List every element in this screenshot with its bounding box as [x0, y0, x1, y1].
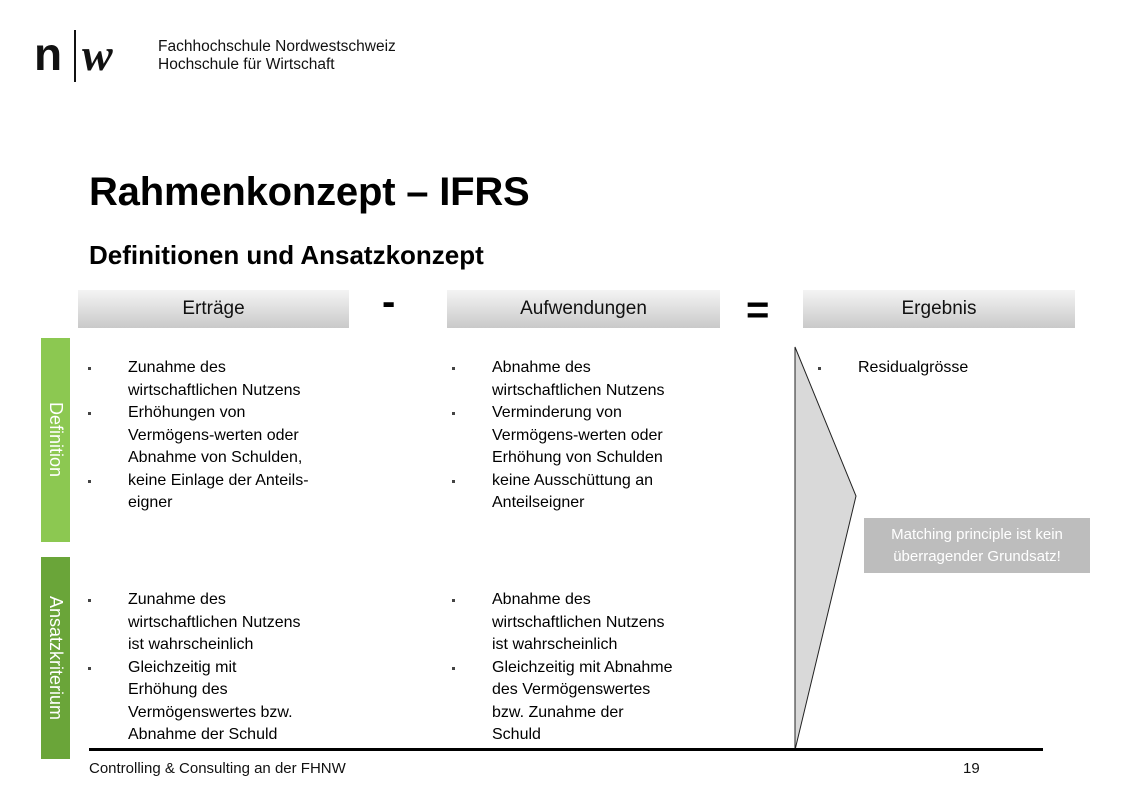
list-item-line: Gleichzeitig mit Abnahme [492, 658, 673, 676]
column-header-ergebnis-label: Ergebnis [901, 298, 977, 319]
list-item-line: ist wahrscheinlich [128, 636, 254, 653]
ansatz-aufwendungen-list [452, 589, 732, 747]
list-item-line: Schuld [492, 726, 541, 743]
list-item [818, 357, 1018, 380]
matching-principle-note [864, 518, 1090, 573]
list-item [452, 657, 732, 747]
definition-ertraege-list [88, 357, 358, 515]
note-line-1: Matching principle ist kein [891, 525, 1063, 543]
list-item-line: Vermögens-werten oder [128, 426, 299, 444]
bullet-icon [88, 667, 91, 670]
list-item-line: bzw. Zunahme der [492, 703, 624, 721]
list-item-line: Gleichzeitig mit [128, 658, 237, 676]
chevron-arrow-icon [794, 346, 858, 752]
list-item-line: Residualgrösse [858, 359, 969, 376]
side-label-definition [41, 338, 70, 542]
svg-text:n: n [34, 28, 63, 80]
column-header-aufwendungen-label: Aufwendungen [520, 298, 647, 319]
bullet-icon [452, 480, 455, 483]
list-item-line: des Vermögenswertes [492, 681, 651, 698]
list-item-line: Abnahme der Schuld [128, 726, 278, 743]
page-number: 19 [963, 760, 980, 777]
institution-line-1: Fachhochschule Nordwestschweiz [158, 38, 396, 55]
list-item-line: Anteilseigner [492, 494, 585, 511]
list-item-line: wirtschaftlichen Nutzens [128, 381, 301, 399]
list-item [452, 402, 732, 470]
list-item-line: ist wahrscheinlich [492, 636, 618, 653]
side-label-ansatzkriterium [41, 557, 70, 759]
definition-ergebnis-list [818, 357, 1018, 380]
equals-operator: = [746, 288, 770, 332]
bullet-icon [88, 599, 91, 602]
bullet-icon [452, 367, 455, 370]
list-item-line: Abnahme des [492, 591, 591, 608]
footer-rule [89, 748, 1043, 751]
list-item [88, 402, 358, 470]
list-item-line: Erhöhung von Schulden [492, 449, 663, 466]
definition-aufwendungen-list [452, 357, 732, 515]
bullet-icon [88, 367, 91, 370]
side-label-ansatzkriterium-text: Ansatzkriterium [46, 595, 66, 721]
list-item-line: Vermögenswertes bzw. [128, 703, 293, 721]
list-item-line: Abnahme von Schulden, [128, 449, 303, 466]
institution-name [158, 38, 396, 74]
footer-text: Controlling & Consulting an der FHNW [89, 760, 346, 777]
column-header-ertraege-label: Erträge [182, 298, 245, 319]
list-item-line: Abnahme des [492, 359, 591, 376]
list-item [452, 470, 732, 515]
list-item-line: Verminderung von [492, 404, 622, 421]
bullet-icon [452, 599, 455, 602]
list-item-line: Vermögens-werten oder [492, 426, 663, 444]
list-item-line: wirtschaftlichen Nutzens [492, 613, 665, 631]
list-item [452, 357, 732, 402]
list-item-line: wirtschaftlichen Nutzens [128, 613, 301, 631]
list-item-line: wirtschaftlichen Nutzens [492, 381, 665, 399]
side-label-definition-text: Definition [46, 402, 66, 478]
slide-subtitle: Definitionen und Ansatzkonzept [89, 240, 484, 270]
ansatz-ertraege-list [88, 589, 358, 747]
list-item [452, 589, 732, 657]
list-item-line: Zunahme des [128, 359, 226, 376]
note-line-2: überragender Grundsatz! [893, 547, 1061, 565]
list-item-line: Erhöhungen von [128, 404, 246, 421]
list-item [88, 589, 358, 657]
list-item-line: keine Einlage der Anteils- [128, 471, 309, 489]
bullet-icon [88, 412, 91, 415]
bullet-icon [452, 412, 455, 415]
list-item [88, 470, 358, 515]
institution-line-2: Hochschule für Wirtschaft [158, 56, 335, 73]
list-item-line: eigner [128, 494, 173, 511]
column-header-aufwendungen [447, 290, 720, 328]
list-item [88, 657, 358, 747]
slide-title: Rahmenkonzept – IFRS [89, 170, 530, 214]
bullet-icon [88, 480, 91, 483]
bullet-icon [818, 367, 821, 370]
column-header-ergebnis [803, 290, 1075, 328]
minus-operator: - [382, 280, 396, 324]
svg-text:w: w [82, 29, 113, 80]
bullet-icon [452, 667, 455, 670]
column-header-ertraege [78, 290, 349, 328]
list-item-line: keine Ausschüttung an [492, 471, 654, 489]
fhnw-logo [34, 28, 134, 84]
list-item-line: Erhöhung des [128, 681, 228, 698]
list-item [88, 357, 358, 402]
list-item-line: Zunahme des [128, 591, 226, 608]
